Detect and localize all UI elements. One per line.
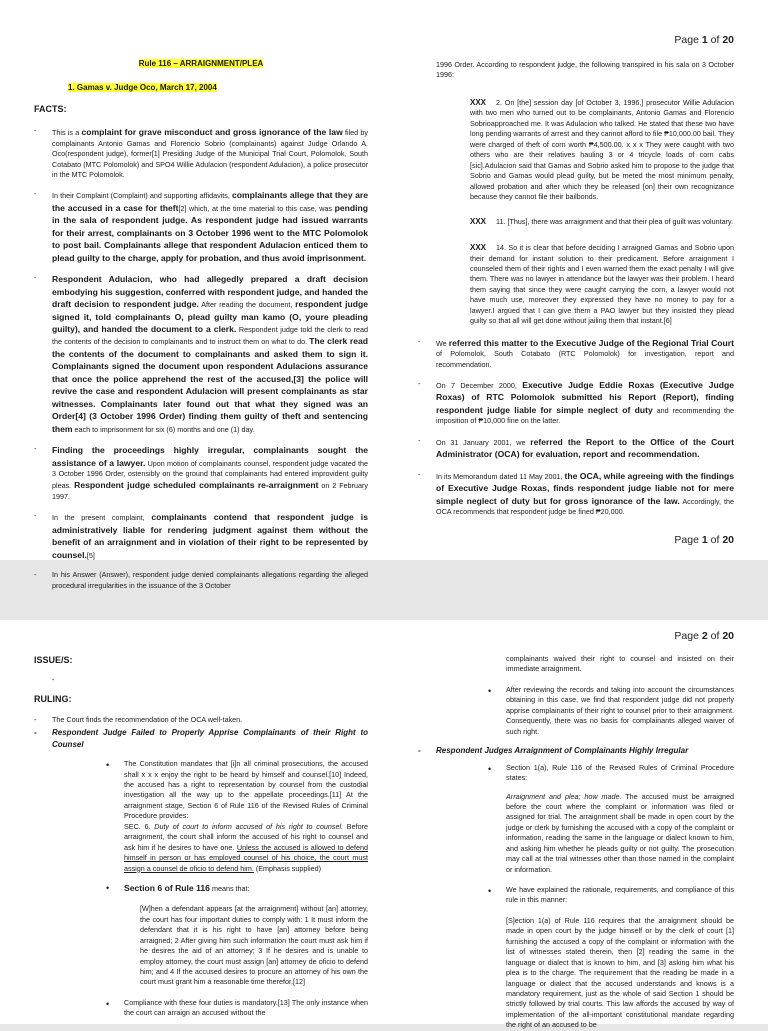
page-label: Page — [674, 630, 702, 642]
proceeding-item: - On 7 December 2000, Executive Judge Eddie Roxas (Executive Judge Roxas) of RTC Polomolok submitted his Report (Report), finding respondent judge liable for simple neglect of duty and recommending the imposition of ₱10,000 fine on the latter. — [418, 379, 734, 427]
ruling-label: RULING: — [34, 694, 72, 705]
ruling-list — [34, 715, 368, 751]
quote-block: XXX 11. [Thus], there was arraignment and that their plea of guilt was voluntary. — [470, 217, 734, 227]
document-page-2 — [0, 620, 768, 1030]
ruling-item: - The Court finds the recommendation of the OCA well-taken. — [34, 715, 368, 725]
quote-block: XXX 14. So it is clear that before deciding I arraigned Gamas and Sobrio upon their demand for instant solution to their predicament. Before arraignment I counseled them of their rights and I even warned them the exact penalty I will give them. There was no lawyer in attendance but the lawyer was their problem. I heard them saying that since they were caught carrying the corn, a lawyer would not have much use, moreover they expressed they have no money to pay for a lawyer.I argued that I can give them a PAO lawyer but they insisted they plead guilty so that all will get done without jailing them that instant.[6] — [470, 243, 734, 326]
block-quote: [W]hen a defendant appears [at the arraignment] without [an] attorney, the court has four important duties to comply with: 1 It must inform the defendant that it is his right to have [an] attorney before being arraigned; 2 After giving him such information the court must ask him if he desires the aid of an attorney; 3 If he desires and is unable to employ attorney, the court must assign [an] attorney de oficio to defend him; and 4 If the accused desires to procure an attorney of his own the court must grant him a reasonable time therefor.[12] — [140, 904, 368, 987]
ruling-bullet: • Section 6 of Rule 116 means that: — [106, 882, 368, 894]
facts-label: FACTS: — [34, 104, 67, 115]
right-bullet: • We have explained the rationale, requirements, and compliance of this rule in this manner: — [488, 885, 734, 906]
right-column — [436, 60, 734, 526]
proceeding-item: - In its Memorandum dated 11 May 2001, the OCA, while agreeing with the findings of Executive Judge Roxas, finds respondent judge liable not for mere simple neglect of duty but for gross ignorance of the law. Accordingly, the OCA recommends that respondent judge be fined ₱20,000. — [418, 470, 734, 518]
page-of: of — [707, 34, 723, 46]
rule-title: Rule 116 – ARRAIGNMENT/PLEA — [138, 59, 264, 68]
ruling-bullets-cont — [106, 998, 368, 1019]
page-current: 1 — [701, 34, 708, 46]
page-total: 20 — [722, 630, 734, 642]
fact-item: - Respondent Adulacion, who had allegedly prepared a draft decision embodying his suggestion, conferred with respondent judge, and handed the draft decision to respondent judge. After reading the document, respondent judge signed it, told complainants O, plead guilty man kamo (O, youre pleading guilty), and handed the document to a clerk. Respondent judge told the clerk to read the contents of the decision to complainants and to instruct them on what to do. The clerk read the contents of the document to complainants and asked them to sign it. Complainants signed the document upon respondent Adulacions assurance that once the police apprehend the rest of the accused,[3] the police will revive the case and respondent Adulacion will present complainants as star witnesses. Complainants later found out that what they signed was an Order[4] (3 October 1996 Order) finding them guilty of theft and sentencing them each to imprisonment for six (6) months and one (1) day. — [34, 273, 368, 435]
page-number-footer — [674, 534, 734, 546]
proceeding-item: - We referred this matter to the Executive Judge of the Regional Trial Court of Polomolok, South Cotabato (RTC Polomolok) for investigation, report and recommendation. — [418, 337, 734, 370]
ruling-bullet: • Compliance with these four duties is mandatory.[13] The only instance when the court can arraign an accused without the — [106, 998, 368, 1019]
right-bullet: • After reviewing the records and taking into account the circumstances obtaining in this case, we find that respondent judge did not properly apprise complainants of their right to counsel prior to their arraignment. Consequently, there was no basis for complainants alleged waiver of such right. — [488, 685, 734, 737]
facts-list — [34, 126, 368, 591]
right-heading-list — [418, 745, 734, 757]
case-title: 1. Gamas v. Judge Oco, March 17, 2004 — [68, 82, 217, 92]
page-label: Page — [674, 534, 702, 546]
page-current: 1 — [701, 534, 708, 546]
rule-quote: Arraignment and plea; how made. The accused must be arraigned before the court where the complaint or information was filed or assigned for trial. The arraignment shall be made in open court by the judge or clerk by furnishing the accused with a copy of the complaint or information, reading the same in the language or dialect known to him, and asking him whether he pleads guilty or not guilty. The prosecution may call at the trial witnesses other than those named in the complaint or information. — [506, 791, 734, 874]
quote-block: XXX 2. On [the] session day [of October 3, 1996,] prosecutor Willie Adulacion with two men who turned out to be complainants, Antonio Gamas and Florencio Sobrioapproached me. It was Adulacion who talked. He stated that these two have long pending warrants of arrest and they cannot afford to file ₱10,000.00 bail. They were charged of theft of corn worth ₱4,500.00. x x x They were caught with two others who are their relatives hauling 3 or 4 tricycle loads of corn cabs [sic].Adulacion said that Gamas and Sobrio asked him to propose to the judge that Sobrio and Gamas would plead guilty, but be meted the most minimum penalty, allowed probation and after which they be released [on] their own recognizance because they cannot file their bailbonds. — [470, 97, 734, 201]
right-bullet: • Section 1(a), Rule 116 of the Revised Rules of Criminal Procedure states: — [488, 763, 734, 784]
proceeding-item: - On 31 January 2001, we referred the Report to the Office of the Court Administrator (OCA) for evaluation, report and recommendation. — [418, 436, 734, 461]
left-column — [34, 58, 368, 600]
right-column — [436, 654, 734, 1031]
ruling-bullets — [106, 759, 368, 894]
proceedings-list — [418, 337, 734, 518]
page-number-header — [674, 34, 734, 46]
fact-item: - In the present complaint, complainants contend that respondent judge is administratively liable for rendering judgment against them without the benefit of an arraignment and in violation of their right to be represented by counsel.[5] — [34, 511, 368, 561]
fact-item: - Finding the proceedings highly irregular, complainants sought the assistance of a lawyer. Upon motion of complainants counsel, respondent judge vacated the 3 October 1996 Order, ostensibly on the ground that complainants had entered improvident guilty pleas. Respondent judge scheduled complainants re-arraignment on 2 February 1997. — [34, 444, 368, 502]
issues-label: ISSUE/S: — [34, 655, 73, 665]
right-continuation: complainants waived their right to counsel and insisted on their immediate arraignment. — [506, 654, 734, 674]
right-intro: 1996 Order. According to respondent judge, the following transpired in his sala on 3 October 1996: — [436, 60, 734, 80]
fact-item: - In their Complaint (Complaint) and supporting affidavits, complainants allege that they are the accused in a case for theft[2] which, at the time material to this case, was pending in the sala of respondent judge. As respondent judge had issued warrants for their arrest, complainants on 3 October 1996 went to the MTC Polomolok to post bail. Complainants allege that respondent Adulacion enticed them to plead guilty to the charge, apply for probation, and thus avoid imprisonment. — [34, 189, 368, 264]
page-of: of — [707, 630, 723, 642]
ruling-bullet: • The Constitution mandates that [i]n all criminal prosecutions, the accused shall x x x enjoy the right to be heard by himself and counsel.[10] Indeed, the accused has a right to representation by counsel from the custodial investigation all the way up to the appellate proceedings.[11] At the arraignment stage, Section 6 of Rule 116 of the Revised Rules of Criminal Procedure provides: SEC. 6. Duty of court to inform accused of his right to counsel. Before arraignment, the court shall inform the accused of his right to counsel and ask him if he desires to have one. Unless the accused is allowed to defend himself in person or has employed counsel of his choice, the court must assign a counsel de oficio to defend him. (Emphasis supplied) — [106, 759, 368, 874]
right-bullets-2 — [488, 763, 734, 784]
issue-dash: - — [52, 675, 55, 685]
right-bullets-3 — [488, 885, 734, 906]
fact-item: - This is a complaint for grave misconduct and gross ignorance of the law filed by complainants Antonio Gamas and Florencio Sobrio (complainants) against Judge Orlando A. Oco(respondent judge), former[1] Presiding Judge of the Municipal Trial Court, Polomolok, South Cotabato (MTC Polomolok) and SPO4 Willie Adulacion (respondent Adulacion), a police prosecutor in the MTC Polomolok. — [34, 126, 368, 180]
page-current: 2 — [701, 630, 708, 642]
fact-item: - In his Answer (Answer), respondent judge denied complainants allegations regarding the alleged procedural irregularities in the issuance of the 3 October — [34, 570, 368, 591]
rationale-quote: [S]ection 1(a) of Rule 116 requires that the arraignment should be made in open court by the judge himself or by the clerk of court [1] furnishing the accused a copy of the complaint or information with the list of witnesses stated therein, then [2] reading the same in the language or dialect that is known to him, and [3] asking him what his plea is to the charge. The requirement that the reading be made in a language or dialect that the accused understands and knows is a mandatory requirement, just as the whole of said Section 1 should be strictly followed by trial courts. This law affords the accused by way of implementation of the all-important constitutional mandate regarding the right of an accused to be — [506, 915, 734, 1030]
page-total: 20 — [722, 534, 734, 546]
page-label: Page — [674, 34, 702, 46]
right-bullets — [488, 685, 734, 737]
page-number-header — [674, 630, 734, 642]
page-total: 20 — [722, 34, 734, 46]
section-heading: - Respondent Judges Arraignment of Complainants Highly Irregular — [418, 745, 734, 757]
page-of: of — [707, 534, 723, 546]
ruling-heading: - Respondent Judge Failed to Properly Apprise Complainants of their Right to Counsel — [34, 727, 368, 750]
left-column — [34, 654, 368, 1027]
